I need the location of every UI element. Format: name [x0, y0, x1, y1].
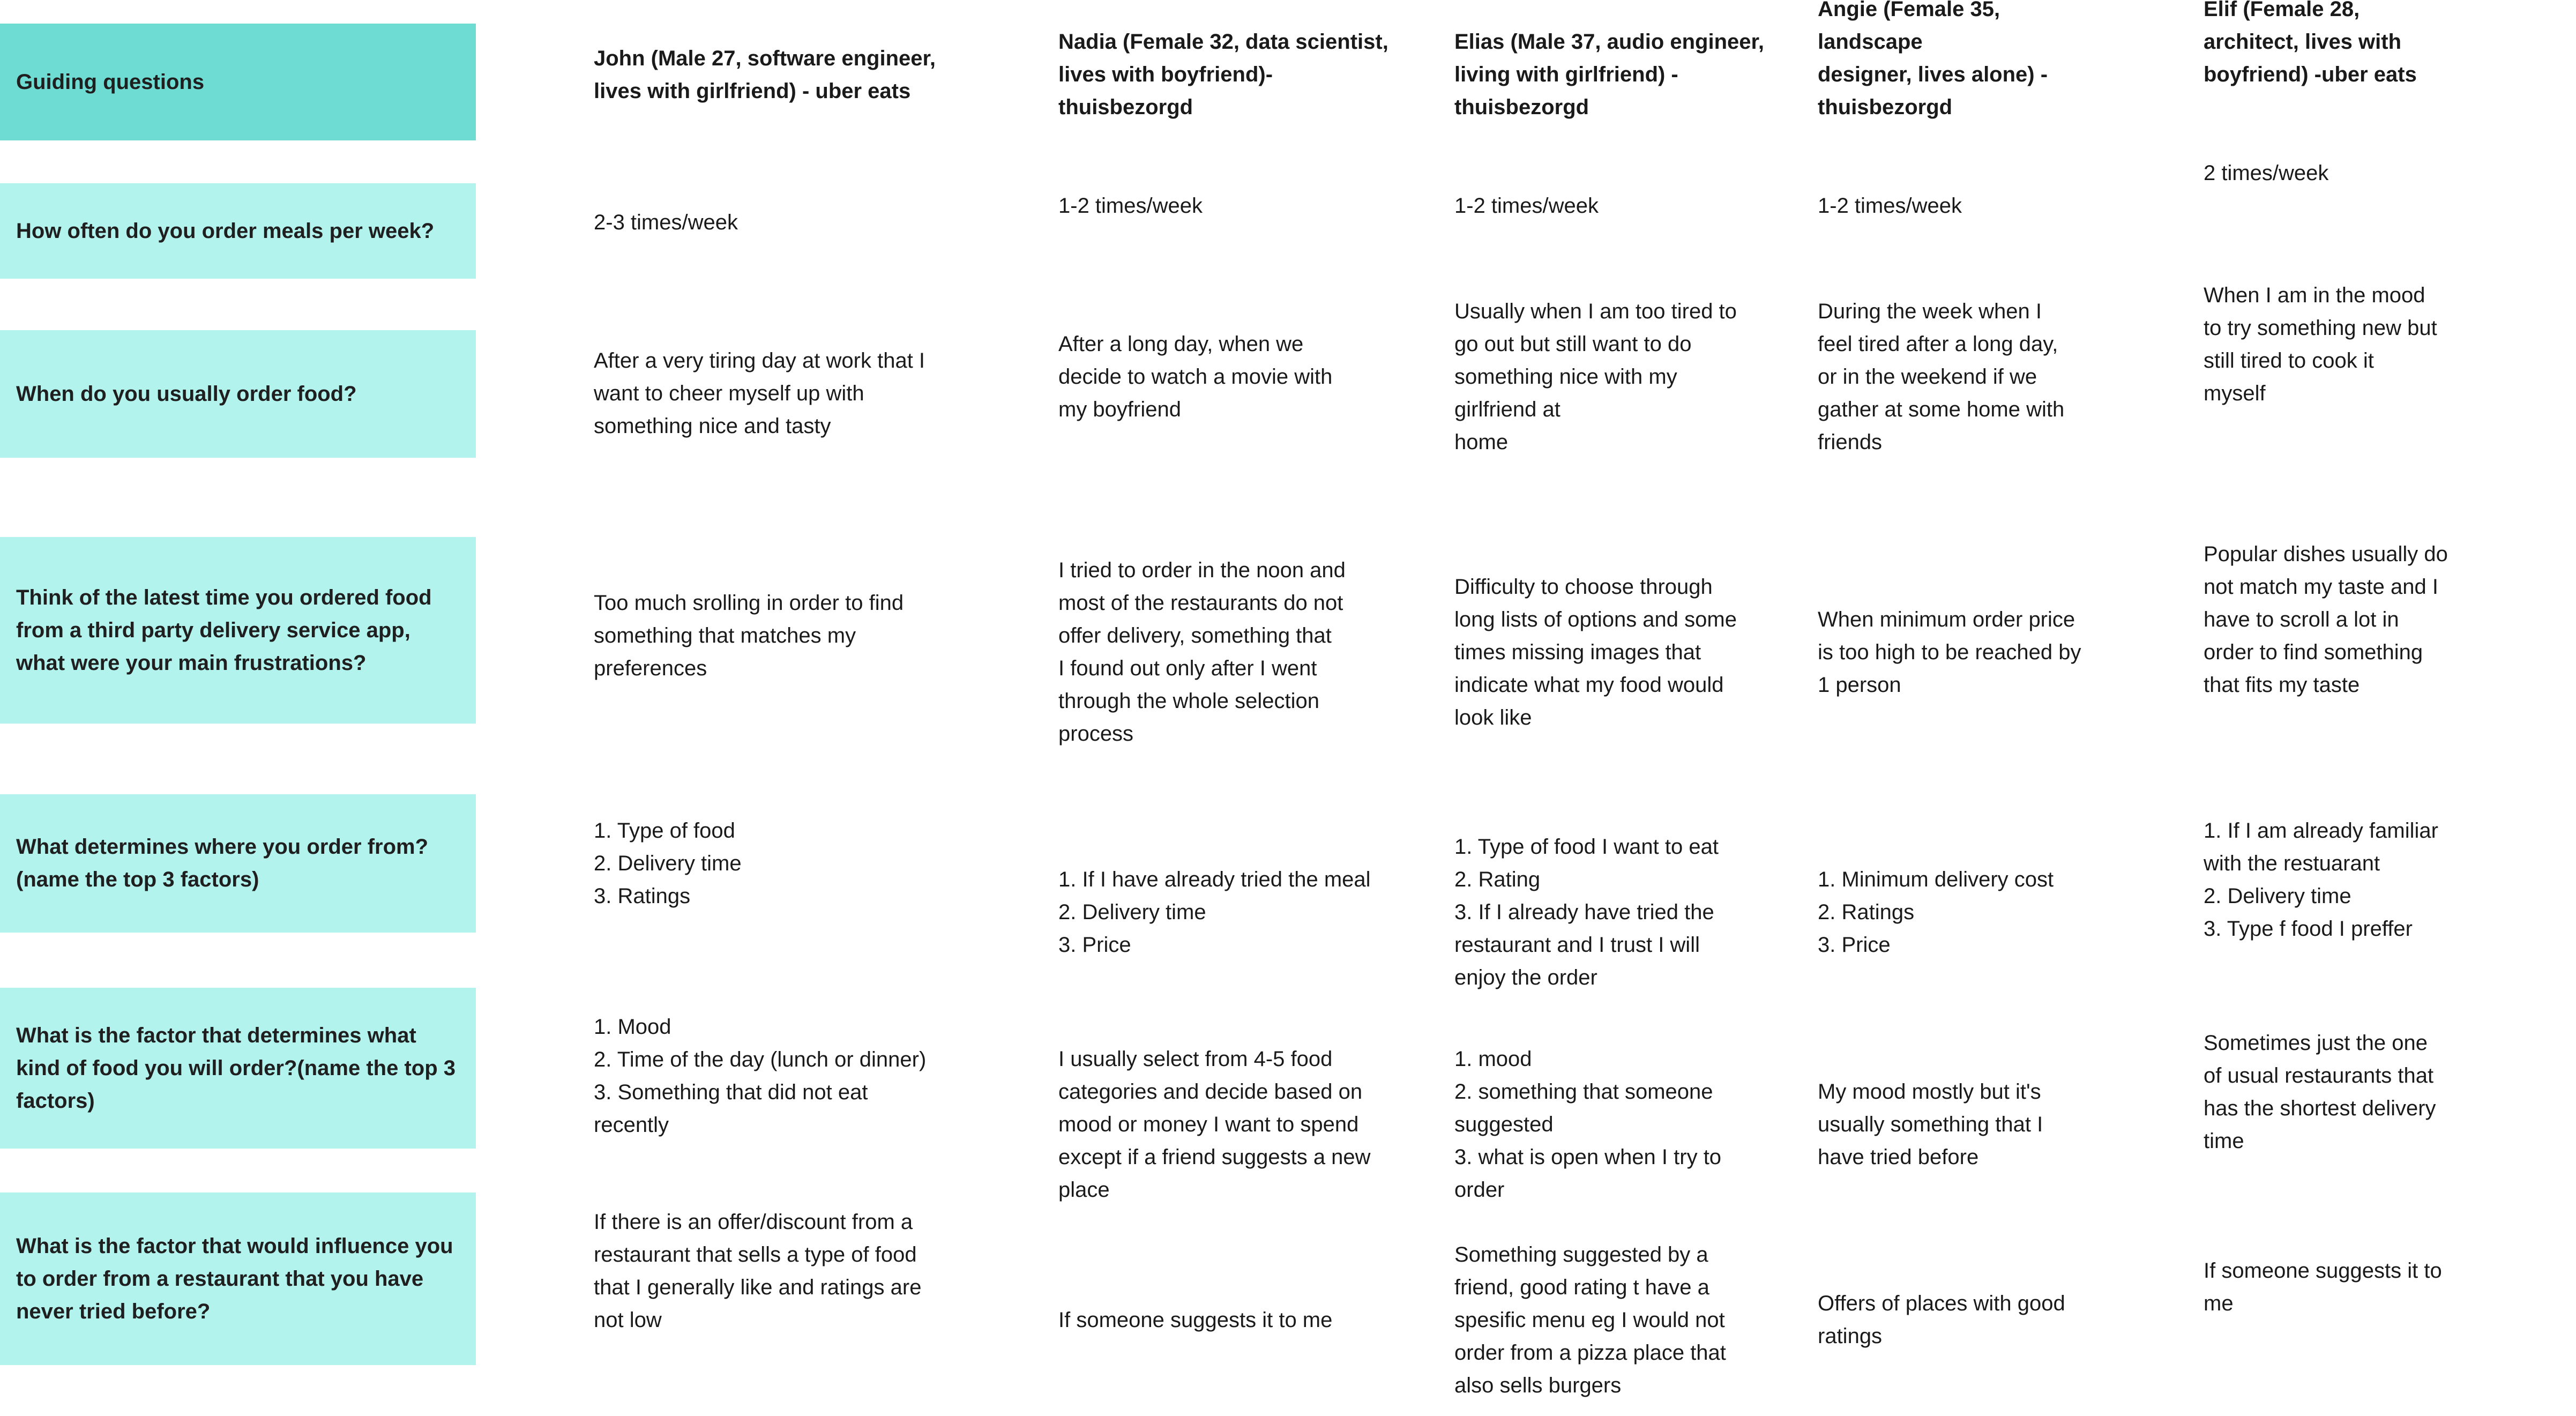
- participant-header-angie: Angie (Female 35, landscape designer, lives alone) - thuisbezorgd: [1818, 0, 2048, 119]
- guiding-questions-label: Guiding questions: [16, 70, 205, 94]
- question-text: Think of the latest time you ordered food from a third party delivery service app, what were your main frustrations?: [16, 585, 432, 675]
- answer-cell-john-when: After a very tiring day at work that I want to cheer myself up with something nice and tasty: [594, 349, 925, 438]
- answer-cell-angie-frequency: 1-2 times/week: [1818, 194, 1962, 218]
- answer-cell-elif-where: 1. If I am already familiar with the restuarant 2. Delivery time 3. Type f food I preffer: [2204, 819, 2438, 941]
- guiding-questions-header: [0, 24, 476, 140]
- answer-cell-nadia-frequency: 1-2 times/week: [1058, 194, 1203, 218]
- answer-cell-elif-frequency: 2 times/week: [2204, 161, 2329, 185]
- question-text: What determines where you order from? (name the top 3 factors): [16, 835, 429, 891]
- participant-header-elias: Elias (Male 37, audio engineer, living with girlfriend) - thuisbezorgd: [1454, 30, 1764, 119]
- answer-cell-john-frustrations: Too much srolling in order to find something that matches my preferences: [594, 591, 904, 680]
- answer-cell-nadia-frustrations: I tried to order in the noon and most of the restaurants do not offer delivery, something that I found out only after I went through the whole selection process: [1058, 558, 1346, 746]
- question-text: When do you usually order food?: [16, 382, 357, 406]
- answer-cell-angie-frustrations: When minimum order price is too high to be reached by 1 person: [1818, 608, 2081, 697]
- answer-cell-elias-frustrations: Difficulty to choose through long lists of options and some times missing images that indicate what my food would look like: [1454, 575, 1737, 729]
- answer-cell-angie-where: 1. Minimum delivery cost 2. Ratings 3. Price: [1818, 868, 2054, 957]
- answer-cell-john-frequency: 2-3 times/week: [594, 211, 738, 234]
- answer-cell-nadia-new-restaurant: If someone suggests it to me: [1058, 1308, 1333, 1332]
- answer-cell-angie-kind: My mood mostly but it's usually something that I have tried before: [1818, 1080, 2043, 1169]
- question-row-5: [0, 988, 476, 1149]
- participant-header-elif: Elif (Female 28, architect, lives with boyfriend) -uber eats: [2204, 0, 2417, 86]
- answer-cell-elif-kind: Sometimes just the one of usual restaurants that has the shortest delivery time: [2204, 1031, 2436, 1153]
- answer-cell-john-new-restaurant: If there is an offer/discount from a restaurant that sells a type of food that I generally like and ratings are not low: [594, 1210, 922, 1332]
- question-text: What is the factor that would influence you to order from a restaurant that you have never tried before?: [16, 1234, 453, 1323]
- answer-cell-elias-where: 1. Type of food I want to eat 2. Rating 3. If I already have tried the restaurant and I trust I will enjoy the order: [1454, 835, 1719, 989]
- answer-cell-elias-frequency: 1-2 times/week: [1454, 194, 1599, 218]
- answer-cell-angie-when: During the week when I feel tired after a long day, or in the weekend if we gather at some home with friends: [1818, 300, 2065, 454]
- answer-cell-elias-when: Usually when I am too tired to go out but still want to do something nice with my girlfriend at home: [1454, 300, 1737, 454]
- answer-cell-elias-kind: 1. mood 2. something that someone suggested 3. what is open when I try to order: [1454, 1047, 1722, 1202]
- participant-header-nadia: Nadia (Female 32, data scientist, lives with boyfriend)- thuisbezorgd: [1058, 30, 1388, 119]
- question-row-3: [0, 537, 476, 724]
- question-text: How often do you order meals per week?: [16, 219, 435, 243]
- answer-cell-nadia-kind: I usually select from 4-5 food categories and decide based on mood or money I want to spend except if a friend suggests a new place: [1058, 1047, 1371, 1202]
- question-text: What is the factor that determines what kind of food you will order?(name the top 3 factors): [16, 1023, 456, 1113]
- question-row-4: [0, 794, 476, 933]
- question-row-1: [0, 183, 476, 279]
- answer-cell-elif-frustrations: Popular dishes usually do not match my taste and I have to scroll a lot in order to find something that fits my taste: [2204, 542, 2448, 697]
- answer-cell-john-kind: 1. Mood 2. Time of the day (lunch or dinner) 3. Something that did not eat recently: [594, 1015, 927, 1137]
- question-row-2: [0, 330, 476, 458]
- answer-cell-elif-new-restaurant: If someone suggests it to me: [2204, 1259, 2442, 1315]
- answer-cell-elias-new-restaurant: Something suggested by a friend, good rating t have a spesific menu eg I would not order from a pizza place that also sells burgers: [1454, 1243, 1726, 1397]
- answer-cell-nadia-where: 1. If I have already tried the meal 2. Delivery time 3. Price: [1058, 868, 1371, 957]
- participant-header-john: John (Male 27, software engineer, lives with girlfriend) - uber eats: [594, 47, 936, 103]
- answer-cell-john-where: 1. Type of food 2. Delivery time 3. Ratings: [594, 819, 742, 908]
- answer-cell-angie-new-restaurant: Offers of places with good ratings: [1818, 1292, 2065, 1348]
- answer-cell-elif-when: When I am in the mood to try something new but still tired to cook it myself: [2204, 284, 2437, 405]
- answer-cell-nadia-when: After a long day, when we decide to watch a movie with my boyfriend: [1058, 332, 1333, 421]
- question-row-6: [0, 1193, 476, 1365]
